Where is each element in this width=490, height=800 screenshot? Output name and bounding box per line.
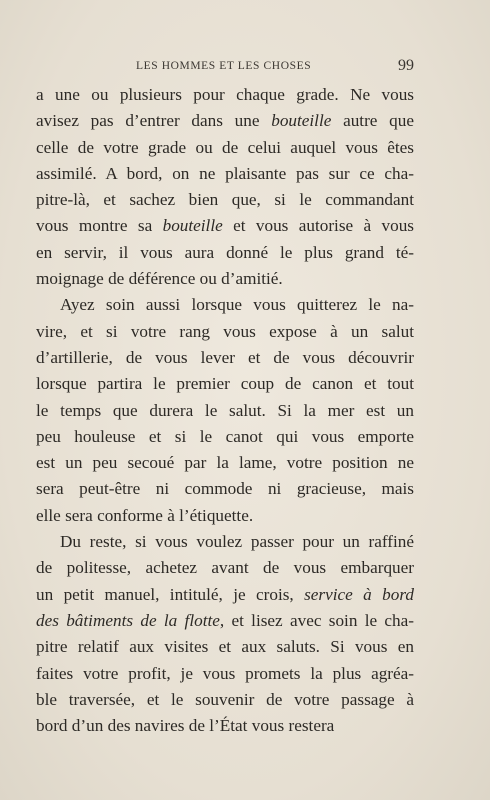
italic-text: bouteille — [162, 216, 223, 236]
text-line — [36, 108, 414, 134]
text-line — [36, 661, 414, 687]
text-segment: faites votre profit, je vous promets la plus agréa- — [36, 663, 414, 683]
page-header — [36, 57, 414, 77]
text-segment: a une ou plusieurs pour chaque grade. Ne vous — [36, 85, 414, 104]
body-text — [36, 82, 414, 739]
text-segment: et vous autorise à vous — [222, 216, 414, 236]
text-segment: Ayez soin aussi lorsque vous quitterez le na- — [60, 295, 414, 315]
text-line — [36, 319, 414, 345]
paragraph — [36, 529, 414, 739]
text-segment: lorsque partira le premier coup de canon et tout — [36, 374, 414, 394]
text-segment: d’artillerie, de vous lever et de vous découvrir — [36, 347, 414, 367]
text-segment: peu houleuse et si le canot qui vous emporte — [36, 426, 414, 446]
text-segment: elle sera conforme à l’étiquette. — [36, 505, 254, 525]
running-head: LES HOMMES ET LES CHOSES — [136, 60, 312, 72]
text-segment: , et lisez avec soin le cha- — [219, 610, 414, 630]
text-segment: autre que — [331, 111, 414, 131]
italic-text: des bâtiments de la flotte — [36, 610, 220, 630]
text-line — [36, 424, 414, 450]
paragraph — [36, 82, 414, 292]
text-line — [36, 398, 414, 424]
page-number: 99 — [398, 57, 414, 74]
text-line — [36, 503, 414, 529]
text-segment: le temps que durera le salut. Si la mer est un — [36, 400, 414, 420]
text-segment: avisez pas d’entrer dans une — [36, 111, 272, 131]
text-line — [36, 292, 414, 318]
text-line — [36, 213, 414, 239]
text-segment: vous montre sa — [36, 216, 163, 236]
text-line — [36, 345, 414, 371]
text-segment: celle de votre grade ou de celui auquel vous êtes — [36, 137, 414, 157]
text-segment: pitre relatif aux visites et aux saluts. Si vous en — [36, 637, 414, 657]
text-line — [36, 371, 414, 397]
text-line — [36, 82, 414, 108]
text-line — [36, 240, 414, 266]
text-line — [36, 713, 414, 739]
text-line — [36, 555, 414, 581]
text-line — [36, 608, 414, 634]
text-segment: sera peut-être ni commode ni gracieuse, mais — [36, 479, 414, 499]
text-line — [36, 187, 414, 213]
text-line — [36, 161, 414, 187]
text-line — [36, 476, 414, 502]
text-segment: pitre-là, et sachez bien que, si le commandant — [36, 190, 414, 210]
text-segment: de politesse, achetez avant de vous embarquer — [36, 558, 414, 578]
text-line — [36, 529, 414, 555]
text-segment: est un peu secoué par la lame, votre position ne — [36, 453, 414, 473]
text-segment: en servir, il vous aura donné le plus grand té- — [36, 242, 414, 262]
text-line — [36, 450, 414, 476]
text-segment: ble traversée, et le souvenir de votre passage à — [36, 689, 414, 709]
text-segment: bord d’un des navires de l’État vous restera — [36, 716, 335, 736]
italic-text: bouteille — [271, 111, 332, 131]
text-line — [36, 266, 414, 292]
text-segment: un petit manuel, intitulé, je crois, — [36, 584, 305, 604]
text-line — [36, 582, 414, 608]
text-segment: Du reste, si vous voulez passer pour un raffiné — [60, 532, 414, 552]
text-segment: assimilé. A bord, on ne plaisante pas sur ce cha- — [36, 163, 414, 183]
italic-text: service à bord — [304, 584, 414, 604]
text-segment: moignage de déférence ou d’amitié. — [36, 269, 283, 289]
text-line — [36, 687, 414, 713]
text-line — [36, 634, 414, 660]
text-segment: vire, et si votre rang vous expose à un salut — [36, 321, 414, 341]
paragraph — [36, 292, 414, 529]
text-line — [36, 135, 414, 161]
